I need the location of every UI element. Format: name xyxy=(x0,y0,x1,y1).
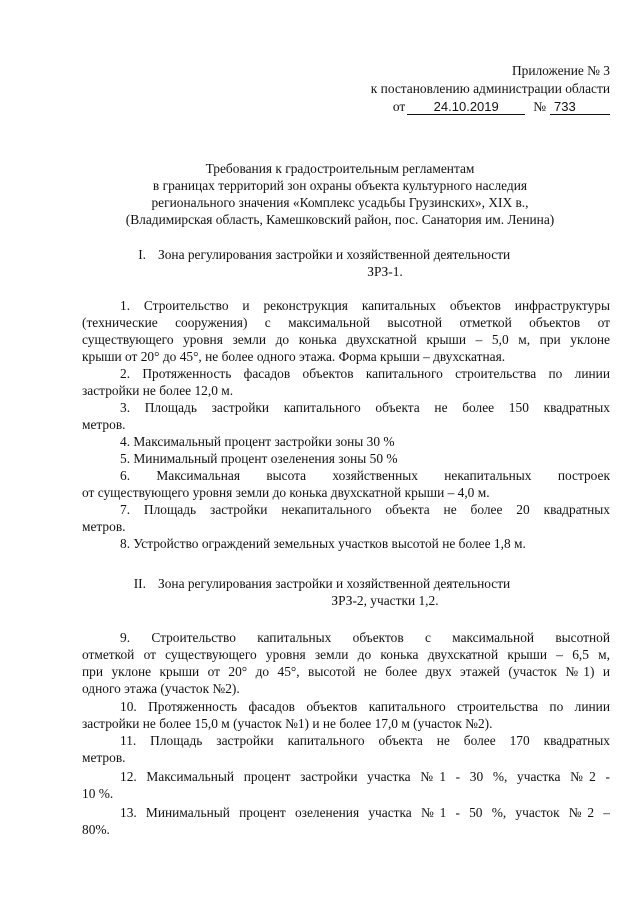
item-line: 11. Площадь застройки капитального объекта не более 170 квадратных xyxy=(120,733,610,748)
item-line: метров. xyxy=(82,519,126,534)
section-subtitle: ЗРЗ-2, участки 1,2. xyxy=(331,593,439,608)
date-value: 24.10.2019 xyxy=(407,100,525,115)
item-line: 5. Минимальный процент озеленения зоны 50 % xyxy=(120,451,398,466)
item-line: одного этажа (участок №2). xyxy=(82,681,240,696)
list-item xyxy=(82,629,610,697)
item-line: 6. Максимальная высота хозяйственных некапитальных построек xyxy=(120,468,610,483)
section-roman: I. xyxy=(138,247,146,262)
title-line: в границах территорий зон охраны объекта культурного наследия xyxy=(152,178,528,193)
section-title: Зона регулирования застройки и хозяйственной деятельности xyxy=(158,576,511,591)
item-line: застройки не более 15,0 м (участок №1) и не более 17,0 м (участок №2). xyxy=(82,716,493,731)
item-line: (технические сооружения) с максимальной высотной отметкой объектов от xyxy=(82,315,610,330)
document-title xyxy=(60,160,620,228)
item-line: существующего уровня земли до конька двухскатной крыши – 5,0 м, при уклоне xyxy=(82,332,610,347)
section-heading-1 xyxy=(110,246,620,280)
item-line: 8. Устройство ограждений земельных участков высотой не более 1,8 м. xyxy=(120,536,526,551)
number-label: № xyxy=(533,99,546,114)
item-line: метров. xyxy=(82,750,126,765)
item-line: 2. Протяженность фасадов объектов капитального строительства по линии xyxy=(120,366,610,381)
title-line: регионального значения «Комплекс усадьбы Грузинских», XIX в., xyxy=(151,195,529,210)
list-item xyxy=(82,467,610,501)
list-item xyxy=(82,804,610,838)
item-line: 3. Площадь застройки капитального объекта не более 150 квадратных xyxy=(120,400,610,415)
section-subtitle: ЗРЗ-1. xyxy=(367,264,403,279)
list-item xyxy=(82,732,610,766)
list-item xyxy=(82,698,610,732)
item-line: 10. Протяженность фасадов объектов капитального строительства по линии xyxy=(120,699,610,714)
number-value: 733 xyxy=(550,100,610,115)
item-line: от существующего уровня земли до конька двухскатной крыши – 4,0 м. xyxy=(82,485,490,500)
item-line: метров. xyxy=(82,417,126,432)
item-line: 13. Минимальный процент озеленения участка №1 - 50 %, участок №2 – xyxy=(120,805,610,820)
item-line: при уклоне крыши от 20° до 45°, высотой не более двух этажей (участок №1) и xyxy=(82,664,610,679)
item-line: 4. Максимальный процент застройки зоны 30 % xyxy=(120,434,395,449)
section-title: Зона регулирования застройки и хозяйственной деятельности xyxy=(158,247,511,262)
list-item xyxy=(82,535,610,552)
annex-date-line xyxy=(371,98,610,116)
annex-number: Приложение № 3 xyxy=(511,63,610,78)
item-line: 12. Максимальный процент застройки участка №1 - 30 %, участка №2 - xyxy=(120,769,610,784)
section-heading-2 xyxy=(110,575,620,609)
list-item xyxy=(82,399,610,433)
item-line: 80%. xyxy=(82,822,110,837)
item-line: застройки не более 12,0 м. xyxy=(82,383,234,398)
list-item xyxy=(82,433,610,450)
list-item xyxy=(82,450,610,467)
item-line: отметкой от существующего уровня земли до конька двухскатной крыши – 6,5 м, xyxy=(82,647,610,662)
item-line: крыши от 20° до 45°, не более одного этажа. Форма крыши – двухскатная. xyxy=(82,349,506,364)
list-item xyxy=(82,501,610,535)
item-line: 9. Строительство капитальных объектов с максимальной высотной xyxy=(120,630,610,645)
section-roman: II. xyxy=(133,576,146,591)
item-line: 1. Строительство и реконструкция капитальных объектов инфраструктуры xyxy=(120,298,610,313)
title-line: Требования к градостроительным регламентам xyxy=(205,161,475,176)
item-line: 7. Площадь застройки некапитального объекта не более 20 квадратных xyxy=(120,502,610,517)
date-prefix: от xyxy=(392,99,406,114)
annex-reference: к постановлению администрации области xyxy=(370,81,610,96)
list-item xyxy=(82,297,610,365)
list-item xyxy=(82,768,610,802)
item-line: 10 %. xyxy=(82,786,114,801)
title-line: (Владимирская область, Камешковский район, пос. Санатория им. Ленина) xyxy=(125,212,555,227)
list-item xyxy=(82,365,610,399)
annex-block xyxy=(371,62,610,116)
